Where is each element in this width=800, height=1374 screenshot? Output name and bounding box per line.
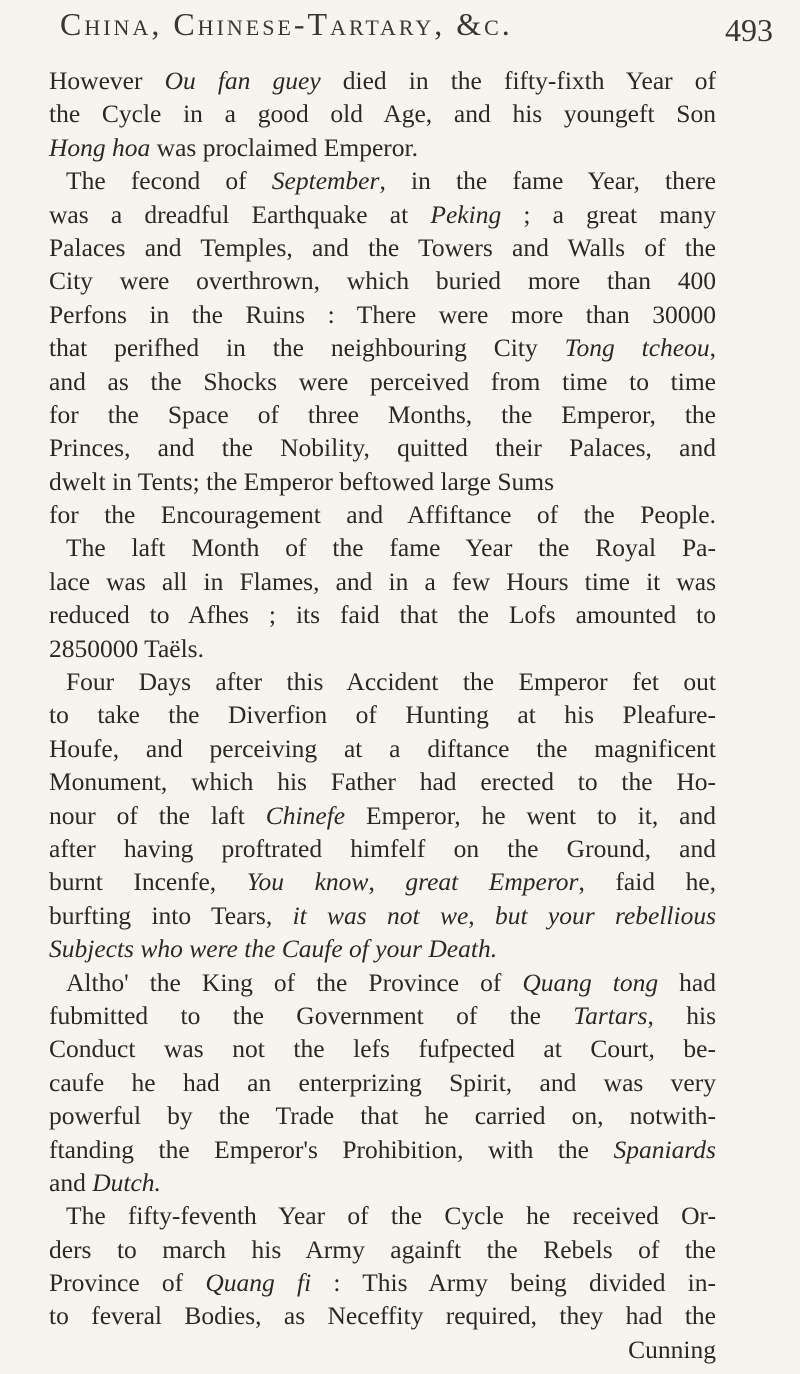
- body-text: [49, 64, 716, 1366]
- text-run: ,: [468, 900, 495, 930]
- text-run: ; a great many: [501, 199, 716, 229]
- italic-run: Ou fan guey: [164, 66, 321, 95]
- running-head: [60, 4, 773, 56]
- text-line: [49, 398, 716, 431]
- text-line: [49, 1299, 716, 1332]
- text-line: [49, 865, 716, 898]
- text-run: and: [49, 1167, 93, 1197]
- text-run: for the Encouragement and Affiftance of the People.: [49, 500, 716, 530]
- text-run: Altho' the King of the Province of: [66, 967, 523, 997]
- text-run: Monument, which his Father had erected to the Ho-: [49, 767, 716, 797]
- italic-run: it was not we: [292, 900, 469, 930]
- text-line: [49, 365, 716, 398]
- text-line: [49, 632, 716, 665]
- text-run: for the Space of three Months, the Emperor, the: [49, 399, 716, 429]
- italic-run: great Emperor: [405, 867, 579, 897]
- text-line: [49, 932, 716, 965]
- text-line: [49, 1166, 716, 1199]
- italic-run: Peking: [430, 199, 502, 229]
- text-run: Perfons in the Ruins : There were more than 30000: [49, 299, 716, 329]
- text-run: Palaces and Temples, and the Towers and Walls of the: [49, 232, 716, 262]
- text-run: ,: [709, 333, 717, 363]
- text-line: [49, 999, 716, 1032]
- text-line: [49, 64, 716, 97]
- italic-run: You know: [246, 867, 369, 897]
- text-line: [49, 264, 716, 297]
- text-line: [49, 665, 716, 698]
- paragraph: [49, 164, 716, 531]
- text-run: Four Days after this Accident the Emperor fet out: [66, 667, 716, 697]
- italic-run: Hong hoa: [49, 132, 151, 162]
- text-line: [49, 1032, 716, 1065]
- italic-run: Spaniards: [613, 1134, 716, 1164]
- text-run: , faid he,: [578, 867, 717, 897]
- text-run: was proclaimed Emperor.: [150, 132, 418, 162]
- paragraph: [49, 64, 716, 164]
- text-line: [49, 164, 716, 197]
- text-line: [49, 531, 716, 564]
- text-run: Emperor, he went to it, and: [345, 800, 716, 830]
- text-line: [49, 498, 716, 531]
- text-line: [49, 198, 716, 231]
- text-line: [49, 598, 716, 631]
- text-run: to take the Diverfion of Hunting at his Pleafure-: [49, 700, 716, 730]
- text-run: ,: [368, 867, 406, 897]
- text-run: was a dreadful Earthquake at: [49, 199, 431, 229]
- text-run: burfting into Tears,: [49, 900, 293, 930]
- italic-run: but your rebellious: [495, 900, 717, 930]
- text-run: to feveral Bodies, as Neceffity required, they had the: [49, 1301, 716, 1331]
- italic-run: Tartars: [573, 1000, 648, 1030]
- text-line: [49, 1233, 716, 1266]
- text-run: lace was all in Flames, and in a few Hours time it was: [49, 566, 716, 596]
- running-title: China, Chinese-Tartary, &c.: [60, 6, 513, 42]
- text-line: [49, 1099, 716, 1132]
- text-line: [49, 465, 716, 498]
- text-line: [49, 966, 716, 999]
- paragraph: [49, 531, 716, 665]
- text-line: [49, 1199, 716, 1232]
- italic-run: Chinefe: [265, 800, 346, 830]
- text-run: died in the fifty-fixth Year of: [320, 66, 716, 95]
- catchword: Cunning: [628, 1334, 716, 1364]
- text-run: The fecond of: [66, 166, 272, 196]
- text-line: [49, 832, 716, 865]
- text-run: after having proftrated himfelf on the Ground, and: [49, 833, 716, 863]
- text-run: Conduct was not the lefs fufpected at Court, be-: [49, 1034, 716, 1064]
- text-run: Province of: [49, 1268, 206, 1298]
- text-line: [49, 698, 716, 731]
- text-line: [49, 131, 716, 164]
- text-run: powerful by the Trade that he carried on, notwith-: [49, 1101, 716, 1131]
- text-run: , his: [647, 1000, 716, 1030]
- text-line: [49, 1066, 716, 1099]
- text-line: [49, 331, 716, 364]
- text-line: [49, 1133, 716, 1166]
- text-run: caufe he had an enterprizing Spirit, and was very: [49, 1067, 716, 1097]
- text-run: : This Army being divided in-: [311, 1268, 716, 1298]
- text-line: [49, 565, 716, 598]
- text-run: fubmitted to the Government of the: [49, 1000, 574, 1030]
- text-run: burnt Incenfe,: [49, 867, 247, 897]
- text-line: [49, 1266, 716, 1299]
- paragraph: [49, 966, 716, 1200]
- italic-run: Quang fi: [205, 1268, 312, 1298]
- italic-run: Dutch.: [92, 1167, 161, 1197]
- text-run: The laft Month of the fame Year the Royal Pa-: [66, 533, 716, 563]
- paragraph: [49, 665, 716, 966]
- italic-run: September: [271, 166, 380, 196]
- text-run: The fifty-feventh Year of the Cycle he received Or-: [66, 1201, 716, 1231]
- text-run: reduced to Afhes ; its faid that the Lofs amounted to: [49, 600, 716, 630]
- text-line: [49, 431, 716, 464]
- italic-run: Subjects who were the Caufe of your Death.: [49, 934, 498, 964]
- text-line: [49, 799, 716, 832]
- text-line: [49, 231, 716, 264]
- text-run: that perifhed in the neighbouring City: [49, 333, 565, 363]
- paragraph: [49, 1199, 716, 1333]
- text-run: , in the fame Year, there: [379, 166, 717, 196]
- text-run: and as the Shocks were perceived from time to time: [49, 366, 716, 396]
- page-number: 493: [725, 12, 773, 48]
- text-line: [49, 899, 716, 932]
- text-run: Houfe, and perceiving at a diftance the magnificent: [49, 733, 716, 763]
- text-run: However: [49, 66, 165, 95]
- text-run: ftanding the Emperor's Prohibition, with the: [49, 1134, 614, 1164]
- text-line: [49, 765, 716, 798]
- text-run: ders to march his Army againft the Rebels of the: [49, 1234, 716, 1264]
- text-line: [49, 732, 716, 765]
- text-line: [49, 97, 716, 130]
- text-run: Princes, and the Nobility, quitted their Palaces, and: [49, 433, 716, 463]
- italic-run: Quang tong: [522, 967, 659, 997]
- text-run: had: [658, 967, 716, 997]
- italic-run: Tong tcheou: [564, 333, 710, 363]
- text-line: [49, 298, 716, 331]
- text-run: 2850000 Taëls.: [49, 633, 204, 663]
- text-run: the Cycle in a good old Age, and his youngeft Son: [49, 99, 716, 129]
- text-run: dwelt in Tents; the Emperor beftowed large Sums: [49, 466, 555, 496]
- text-run: nour of the laft: [49, 800, 266, 830]
- text-run: City were overthrown, which buried more than 400: [49, 266, 716, 296]
